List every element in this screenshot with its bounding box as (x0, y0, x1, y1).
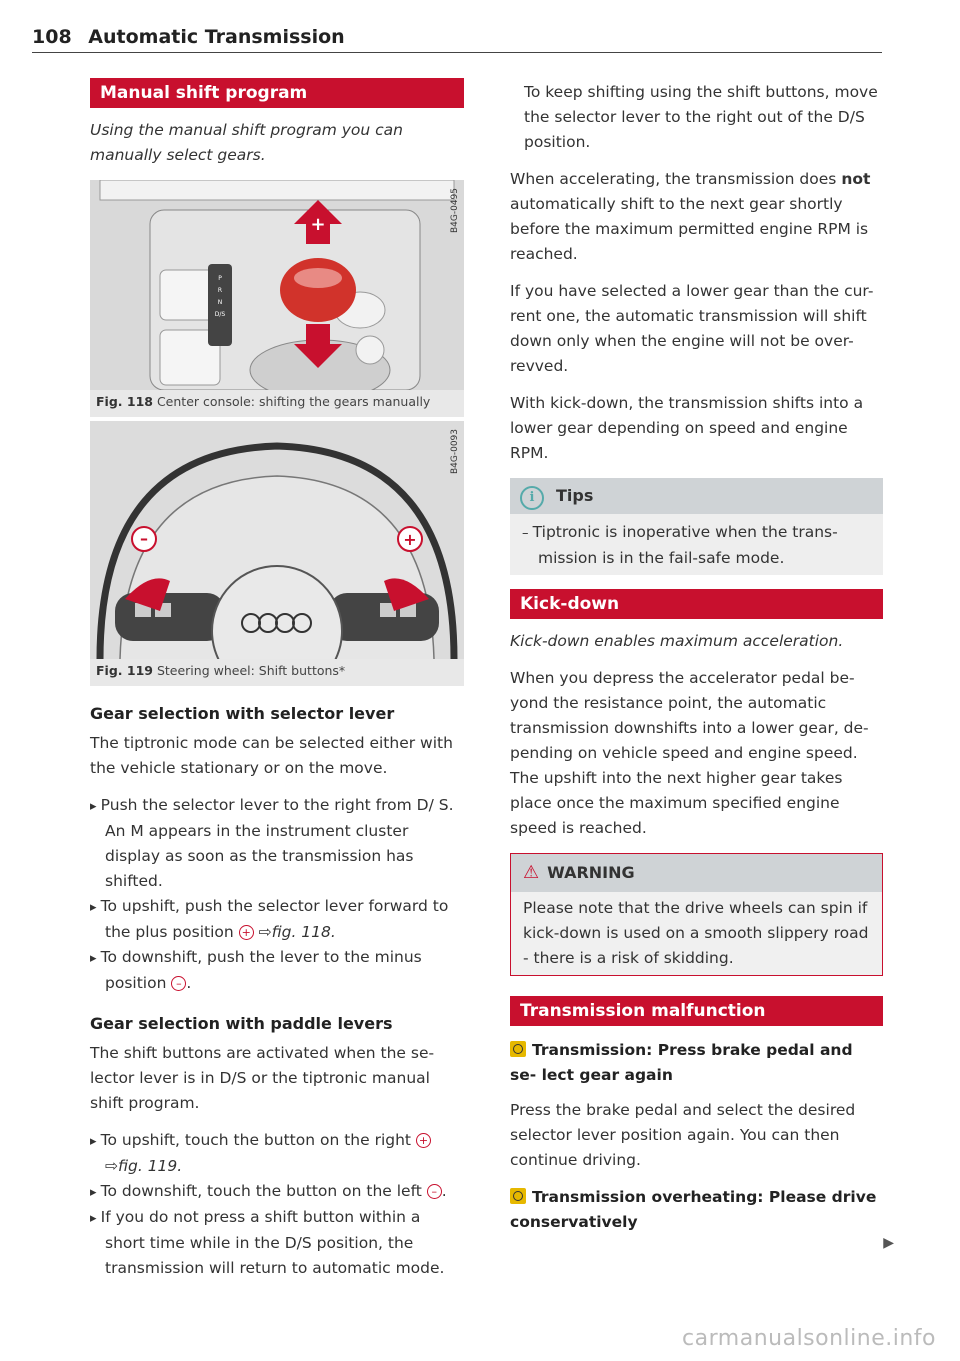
paragraph-text: automatically shift to the next gear shortly before the maximum permitted engine RPM is reached. (510, 195, 869, 263)
paragraph-accelerating (510, 167, 883, 267)
message-brake-pedal (510, 1038, 883, 1088)
svg-text:R: R (217, 287, 223, 294)
list-paddle-levers (90, 1128, 464, 1281)
page-number: 108 (32, 26, 72, 48)
list-item-end: . (441, 1182, 447, 1200)
list-item-text: To downshift, push the lever to the minus position (100, 948, 422, 992)
chapter-title: Automatic Transmission (88, 26, 345, 48)
list-item: – Tiptronic is inoperative when the trans- mission is in the fail-safe mode. (522, 520, 871, 571)
section-title-malfunction: Transmission malfunction (510, 996, 883, 1026)
section-title-kick-down: Kick-down (510, 589, 883, 619)
list-item: ▸ If you do not press a shift button within a short time while in the D/S position, the transmission will return to automatic mode. (90, 1205, 464, 1281)
svg-text:N: N (217, 299, 223, 306)
message-title: Transmission overheating: Please drive conservatively (510, 1188, 877, 1231)
steering-wheel-illustration (90, 421, 464, 659)
transmission-warning-icon (510, 1188, 526, 1204)
message-overheating (510, 1185, 883, 1235)
warning-text: Please note that the drive wheels can spin if kick-down is used on a smooth slippery road - there is a risk of skidding. (523, 899, 869, 967)
list-item-text: To upshift, push the selector lever forward to the plus position (100, 897, 449, 941)
svg-text:–: – (140, 529, 148, 548)
figure-118-caption (90, 390, 464, 417)
list-item: ▸ Push the selector lever to the right from D/ S. An M appears in the instrument cluster display as soon as the transmission has shifted. (90, 793, 464, 894)
section-title-manual-shift: Manual shift program (90, 78, 464, 108)
paragraph-keep-shifting: To keep shifting using the shift buttons, move the selector lever to the right out of the D/S position. (524, 83, 878, 151)
emphasis-not: not (841, 170, 871, 188)
plus-icon: + (239, 925, 254, 940)
list-item-end: . (186, 974, 192, 992)
paragraph-tiptronic-mode: The tiptronic mode can be selected either with the vehicle stationary or on the move. (90, 734, 453, 777)
figure-118-label: Fig. 118 (96, 394, 153, 409)
figure-118-code: B4G-0495 (450, 188, 460, 234)
transmission-warning-icon (510, 1041, 526, 1057)
kick-down-intro: Kick-down enables maximum acceleration. (510, 632, 844, 650)
section-intro: Using the manual shift program you can manually select gears. (90, 121, 404, 164)
paragraph-kick-down: When you depress the accelerator pedal be- yond the resistance point, the automatic transmission downshifts into a lower gear, de- pending on vehicle speed and engine speed. The upshift into the next higher gear takes place once the maximum specified engine speed is reached. (510, 669, 869, 837)
warning-header (511, 854, 882, 892)
figure-119-caption (90, 659, 464, 686)
message-title: Transmission: Press brake pedal and se- lect gear again (510, 1041, 853, 1084)
figure-119 (90, 421, 464, 686)
heading-paddle-levers: Gear selection with paddle levers (90, 1014, 393, 1033)
info-icon: i (520, 486, 544, 510)
svg-text:D/S: D/S (214, 311, 226, 318)
list-item (90, 1179, 464, 1205)
list-item (90, 1128, 464, 1179)
svg-text:+: + (403, 530, 417, 549)
list-item-text: To downshift, touch the button on the left (100, 1182, 422, 1200)
continue-arrow-icon: ▶ (883, 1235, 894, 1251)
list-item (90, 894, 464, 945)
minus-icon: – (427, 1184, 442, 1199)
warning-triangle-icon: ⚠ (523, 862, 540, 883)
paragraph-kickdown-shift: With kick-down, the transmission shifts into a lower gear depending on speed and engine RPM. (510, 394, 864, 462)
paragraph-brake-pedal: Press the brake pedal and select the desired selector lever position again. You can then continue driving. (510, 1101, 856, 1169)
page-header (32, 26, 345, 48)
figure-118-text: Center console: shifting the gears manually (156, 394, 431, 409)
heading-selector-lever: Gear selection with selector lever (90, 704, 395, 723)
paragraph-shift-buttons: The shift buttons are activated when the se- lector lever is in D/S or the tiptronic manual shift program. (90, 1044, 435, 1112)
figure-119-label: Fig. 119 (96, 663, 153, 678)
list-selector-lever (90, 793, 464, 996)
figure-119-text: Steering wheel: Shift buttons* (156, 663, 346, 678)
left-column (90, 78, 464, 1291)
warning-title: WARNING (547, 863, 635, 882)
watermark: carmanualsonline.info (682, 1326, 936, 1351)
figure-118 (90, 180, 464, 417)
figure-119-code: B4G-0093 (450, 429, 460, 475)
center-console-illustration (90, 180, 464, 390)
tips-header (510, 478, 883, 514)
header-rule (32, 52, 882, 53)
right-column (510, 80, 883, 1245)
paragraph-lower-gear: If you have selected a lower gear than the cur- rent one, the automatic transmission will shift down only when the engine will not be over- revved. (510, 282, 874, 375)
svg-text:P: P (218, 275, 222, 282)
tips-box (510, 478, 883, 575)
warning-box (510, 853, 883, 976)
list-item-text: To upshift, touch the button on the right (100, 1131, 411, 1149)
svg-text:+: + (310, 214, 326, 235)
list-item (90, 945, 464, 996)
paragraph-text: When accelerating, the transmission does (510, 170, 837, 188)
tips-list (510, 514, 883, 575)
plus-icon: + (416, 1133, 431, 1148)
figure-reference[interactable]: ⇨fig. 119. (105, 1157, 183, 1175)
figure-reference[interactable]: ⇨fig. 118. (258, 923, 336, 941)
tips-title: Tips (556, 486, 594, 505)
minus-icon: – (171, 976, 186, 991)
